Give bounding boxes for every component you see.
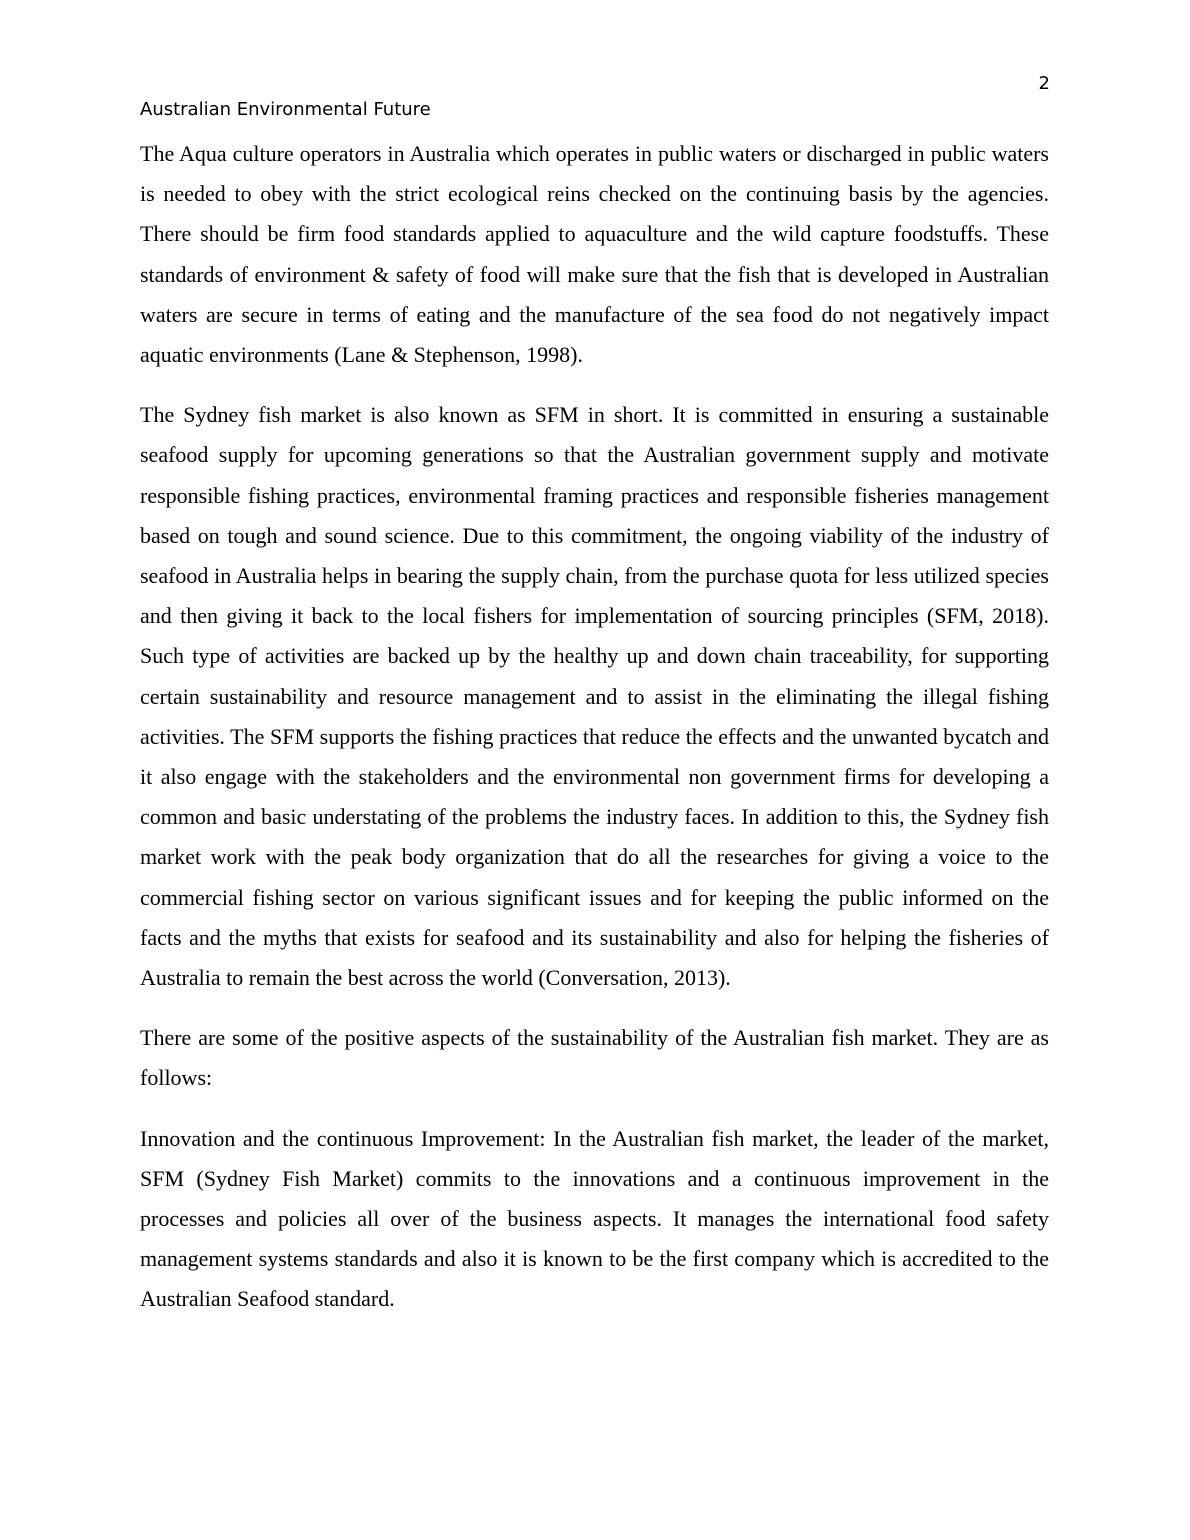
paragraph-sydney-fish-market: The Sydney fish market is also known as SFM in short. It is committed in ensuring a sustainable seafood supply for upcoming generations so that the Australian government supply and motivate responsible fishing practices, environmental framing practices and responsible fisheries management based on tough and sound science. Due to this commitment, the ongoing viability of the industry of seafood in Australia helps in bearing the supply chain, from the purchase quota for less utilized species and then giving it back to the local fishers for implementation of sourcing principles (SFM, 2018). Such type of activities are backed up by the healthy up and down chain traceability, for supporting certain sustainability and resource management and to assist in the eliminating the illegal fishing activities. The SFM supports the fishing practices that reduce the effects and the unwanted bycatch and it also engage with the stakeholders and the environmental non government firms for developing a common and basic understating of the problems the industry faces. In addition to this, the Sydney fish market work with the peak body organization that do all the researches for giving a voice to the commercial fishing sector on various significant issues and for keeping the public informed on the facts and the myths that exists for seafood and its sustainability and also for helping the fisheries of Australia to remain the best across the world (Conversation, 2013). <box>140 402 1049 991</box>
page-number: 2 <box>1038 73 1050 94</box>
paragraph-positive-aspects-intro: There are some of the positive aspects of the sustainability of the Australian fish market. They are as follows: <box>140 1025 1049 1091</box>
paragraph-aquaculture-regulation: The Aqua culture operators in Australia which operates in public waters or discharged in public waters is needed to obey with the strict ecological reins checked on the continuing basis by the agencies. There should be firm food standards applied to aquaculture and the wild capture foodstuffs. These standards of environment & safety of food will make sure that the fish that is developed in Australian waters are secure in terms of eating and the manufacture of the sea food do not negatively impact aquatic environments (Lane & Stephenson, 1998). <box>140 141 1049 368</box>
body-text <box>140 134 1049 1340</box>
paragraph-innovation-improvement: Innovation and the continuous Improvement: In the Australian fish market, the leader of the market, SFM (Sydney Fish Market) commits to the innovations and a continuous improvement in the processes and policies all over of the business aspects. It manages the international food safety management systems standards and also it is known to be the first company which is accredited to the Australian Seafood standard. <box>140 1125 1049 1312</box>
running-head: Australian Environmental Future <box>140 99 431 120</box>
